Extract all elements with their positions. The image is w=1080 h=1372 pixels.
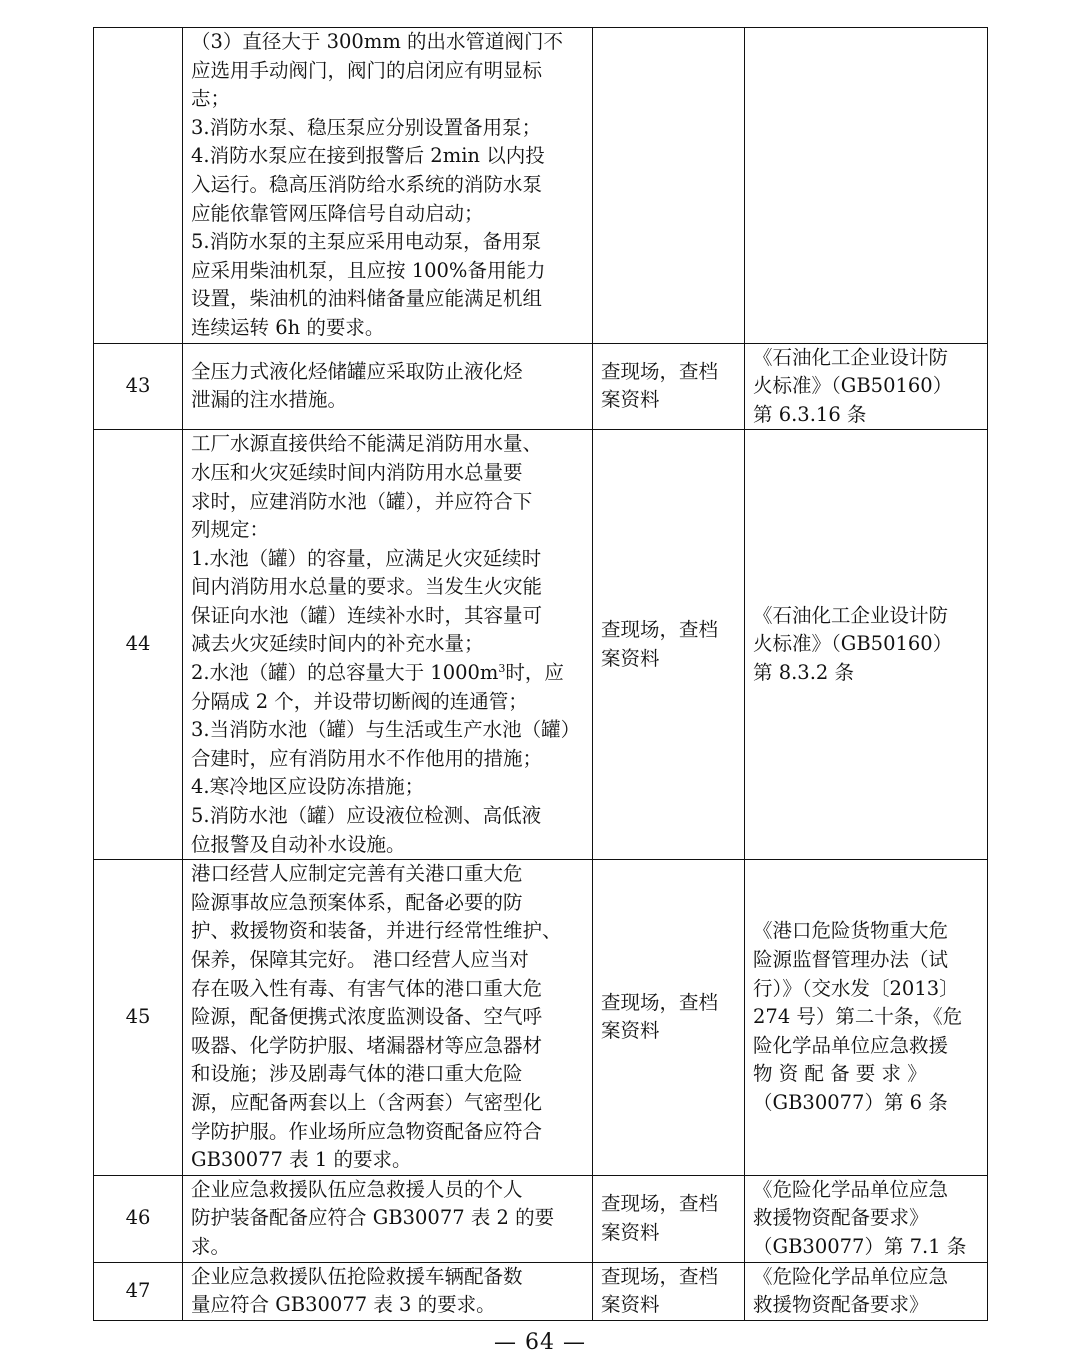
basis-cell — [745, 343, 988, 430]
text-line: 查现场，查档 — [601, 990, 719, 1014]
text-line: （GB30077）第 7.1 条 — [753, 1234, 967, 1258]
text-line: 求时，应建消防水池（罐），并应符合下 — [191, 489, 533, 513]
text-line: 应能依靠管网压降信号自动启动； — [191, 201, 484, 225]
inspection-table — [93, 27, 988, 1321]
text-segment: 时，应 — [505, 661, 564, 685]
text-line: 行）》（交水发〔2013〕 — [753, 976, 959, 1000]
text-line: 3.当消防水池（罐）与生活或生产水池（罐） — [191, 718, 581, 742]
method-cell — [593, 430, 745, 860]
requirement-cell — [183, 1175, 593, 1262]
text-line: 护、救援物资和装备，并进行经常性维护、 — [191, 919, 562, 943]
text-line: 防护装备配备应符合 GB30077 表 2 的要 — [191, 1206, 555, 1230]
row-number-cell: 46 — [94, 1175, 183, 1262]
text-line: 泄漏的注水措施。 — [191, 388, 348, 412]
text-line: 工厂水源直接供给不能满足消防用水量、 — [191, 432, 543, 456]
row-number-cell — [94, 28, 183, 344]
text-line: 5.消防水泵的主泵应采用电动泵，备用泵 — [191, 230, 542, 254]
text-line: 《危险化学品单位应急 — [753, 1264, 949, 1288]
text-line: 减去火灾延续时间内的补充水量； — [191, 632, 484, 656]
text-line: 险源，配备便携式浓度监测设备、空气呼 — [191, 1005, 543, 1029]
method-cell — [593, 860, 745, 1176]
method-cell — [593, 1175, 745, 1262]
text-line: 企业应急救援队伍抢险救援车辆配备数 — [191, 1264, 523, 1288]
table-row-continuation — [94, 28, 988, 344]
text-line: （3）直径大于 300mm 的出水管道阀门不 — [191, 30, 564, 53]
text-line: 物 资 配 备 要 求 》 — [753, 1062, 927, 1086]
row-number-cell: 47 — [94, 1262, 183, 1320]
text-line: 险化学品单位应急救援 — [753, 1033, 949, 1057]
basis-cell — [745, 1175, 988, 1262]
text-line: 火标准》（GB50160） — [753, 632, 953, 656]
text-line: 第 8.3.2 条 — [753, 661, 855, 685]
text-line: 水压和火灾延续时间内消防用水总量要 — [191, 460, 523, 484]
text-line: 港口经营人应制定完善有关港口重大危 — [191, 862, 523, 886]
text-line: 《石油化工企业设计防 — [753, 345, 949, 369]
text-line: 求。 — [191, 1234, 231, 1258]
text-line: 量应符合 GB30077 表 3 的要求。 — [191, 1293, 496, 1317]
method-cell — [593, 1262, 745, 1320]
basis-cell — [745, 1262, 988, 1320]
basis-cell — [745, 860, 988, 1176]
text-segment: 2.水池（罐）的总容量大于 1000m — [191, 661, 499, 685]
text-line: 查现场，查档 — [601, 359, 719, 383]
text-line: 第 6.3.16 条 — [753, 402, 867, 426]
text-line: 设置，柴油机的油料储备量应能满足机组 — [191, 287, 543, 311]
requirement-cell — [183, 430, 593, 860]
text-line: 查现场，查档 — [601, 618, 719, 642]
text-line: 全压力式液化烃储罐应采取防止液化烃 — [191, 359, 523, 383]
text-line: 吸器、化学防护服、堵漏器材等应急器材 — [191, 1033, 543, 1057]
text-line: 5.消防水池（罐）应设液位检测、高低液 — [191, 804, 542, 828]
text-line: 案资料 — [601, 1293, 660, 1317]
text-line: 存在吸入性有毒、有害气体的港口重大危 — [191, 976, 543, 1000]
method-cell — [593, 343, 745, 430]
table-row-46 — [94, 1175, 988, 1262]
requirement-cell — [183, 1262, 593, 1320]
basis-cell — [745, 430, 988, 860]
text-line: 分隔成 2 个，并设带切断阀的连通管； — [191, 689, 528, 713]
text-line: 险源监督管理办法（试 — [753, 948, 949, 971]
row-number-cell: 45 — [94, 860, 183, 1176]
row-number-cell: 44 — [94, 430, 183, 860]
text-line: 救援物资配备要求》 — [753, 1293, 929, 1317]
text-line: 查现场，查档 — [601, 1192, 719, 1216]
text-line: 源，应配备两套以上（含两套）气密型化 — [191, 1090, 543, 1114]
basis-cell — [745, 28, 988, 344]
text-line: 连续运转 6h 的要求。 — [191, 315, 385, 339]
text-line: 火标准》（GB50160） — [753, 374, 953, 398]
text-line: 案资料 — [601, 388, 660, 412]
text-line: 《港口危险货物重大危 — [753, 919, 949, 943]
superscript: 3 — [498, 662, 506, 676]
text-line: 企业应急救援队伍应急救援人员的个人 — [191, 1177, 523, 1201]
text-line: 和设施；涉及剧毒气体的港口重大危险 — [191, 1062, 523, 1086]
text-line: 案资料 — [601, 1019, 660, 1043]
text-line: 间内消防用水总量的要求。当发生火灾能 — [191, 575, 543, 599]
text-line: 3.消防水泵、稳压泵应分别设置备用泵； — [191, 115, 542, 139]
text-line: 位报警及自动补水设施。 — [191, 832, 406, 856]
text-line: （GB30077）第 6 条 — [753, 1090, 948, 1114]
requirement-cell — [183, 28, 593, 344]
text-line: 《危险化学品单位应急 — [753, 1177, 949, 1201]
text-line: 志； — [191, 87, 231, 111]
text-line: 应选用手动阀门，阀门的启闭应有明显标 — [191, 58, 543, 82]
text-line — [191, 659, 584, 688]
table-row-43 — [94, 343, 988, 430]
row-number-cell: 43 — [94, 343, 183, 430]
text-line: 保证向水池（罐）连续补水时，其容量可 — [191, 603, 543, 627]
text-line: 合建时，应有消防用水不作他用的措施； — [191, 746, 543, 770]
method-cell — [593, 28, 745, 344]
text-line: 案资料 — [601, 1220, 660, 1244]
requirement-cell — [183, 860, 593, 1176]
text-line: 案资料 — [601, 646, 660, 670]
text-line: 保养，保障其完好。 港口经营人应当对 — [191, 948, 529, 971]
text-line: 4.消防水泵应在接到报警后 2min 以内投 — [191, 144, 545, 168]
text-line: 查现场，查档 — [601, 1264, 719, 1288]
text-line: 274 号）第二十条，《危 — [753, 1005, 963, 1029]
table-row-47 — [94, 1262, 988, 1320]
table-row-45 — [94, 860, 988, 1176]
text-line: 学防护服。作业场所应急物资配备应符合 — [191, 1119, 543, 1143]
page-number: — 64 — — [494, 1330, 586, 1355]
text-line: 救援物资配备要求》 — [753, 1206, 929, 1230]
table-row-44 — [94, 430, 988, 860]
text-line: 应采用柴油机泵，且应按 100%备用能力 — [191, 258, 546, 282]
text-line: GB30077 表 1 的要求。 — [191, 1148, 412, 1172]
text-line: 列规定： — [191, 518, 270, 542]
requirement-cell — [183, 343, 593, 430]
text-line: 《石油化工企业设计防 — [753, 603, 949, 627]
text-line: 险源事故应急预案体系，配备必要的防 — [191, 890, 523, 914]
text-line: 1.水池（罐）的容量，应满足火灾延续时 — [191, 546, 542, 570]
text-line: 入运行。稳高压消防给水系统的消防水泵 — [191, 172, 543, 196]
text-line: 4.寒冷地区应设防冻措施； — [191, 775, 425, 799]
